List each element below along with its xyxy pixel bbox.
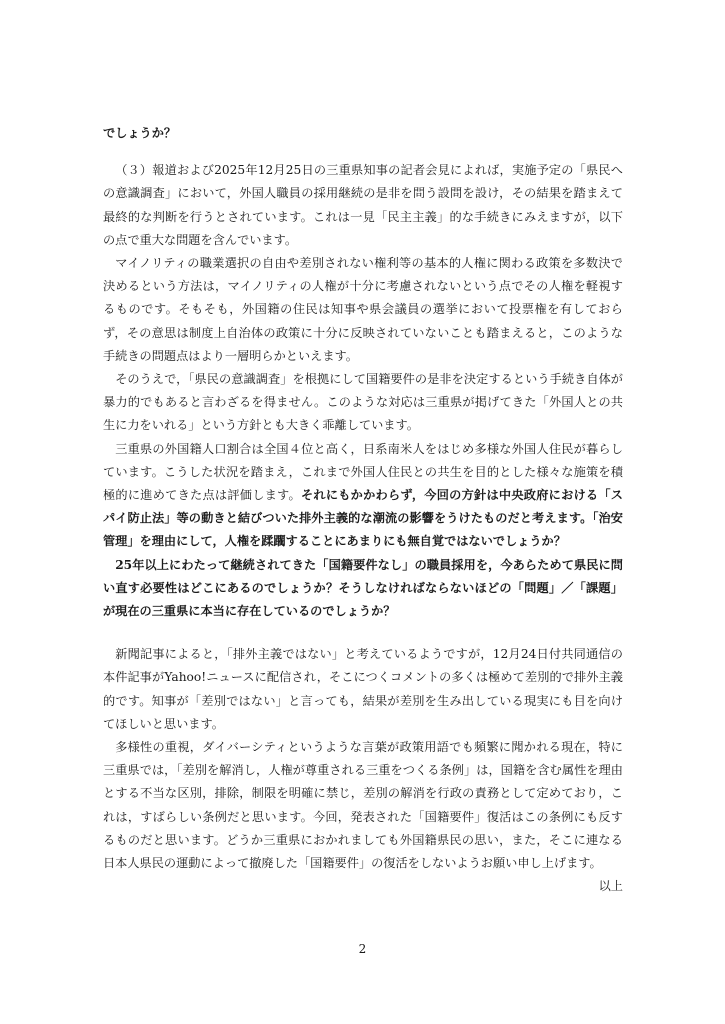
paragraph-news-article: 新聞記事によると，「排外主義ではない」と考えているようですが，12月24日付共同通信の本件記事がYahoo!ニュースに配信され，そこにつくコメントの多くは極めて差別的で排外主義的です。知事が「差別ではない」と言っても，結果が差別を生み出している現実にも目を向けてほしいと思います。 bbox=[103, 647, 623, 731]
paragraph-minority-rights: マイノリティの職業選択の自由や差別されない権利等の基本的人権に関わる政策を多数決で決めるという方法は，マイノリティの人権が十分に考慮されないという点でその人権を軽視するものです。そもそも，外国籍の住民は知事や県会議員の選挙において投票権を有しておらず，その意思は制度上自治体の政策に十分に反映されていないことも踏まえると，このような手続きの問題点はより一層明らかといえます。 bbox=[103, 256, 623, 363]
document-body bbox=[103, 122, 623, 899]
paragraph-section-3: （３）報道および2025年12月25日の三重県知事の記者会見によれば，実施予定の「県民への意識調査」において，外国人職員の採用継続の是非を問う設問を設け，その結果を踏まえて最終的な判断を行うとされています。これは一見「民主主義」的な手続きにみえますが，以下の点で重大な問題を含んでいます。 bbox=[103, 163, 623, 247]
opening-line: でしょうか？ bbox=[103, 126, 177, 140]
paragraph-foreign-population bbox=[103, 438, 623, 554]
foreign-population-bold-text: それにもかかわらず，今回の方針は中央政府における「スパイ防止法」等の動きと結びついた排外主義的な潮流の影響をうけたものだと考えます。「治安管理」を理由にして，人権を蹂躙することにあまりにも無自覚ではないでしょうか？ bbox=[103, 488, 623, 549]
page-number: 2 bbox=[358, 942, 367, 956]
paragraph-survey-procedure: そのうえで，「県民の意識調査」を根拠にして国籍要件の是非を決定するという手続き自体が暴力的でもあると言わざるを得ません。このような対応は三重県が掲げてきた「外国人との共生に力をいれる」という方針とも大きく乖離しています。 bbox=[103, 372, 623, 433]
paragraph-key-question: 25年以上にわたって継続されてきた「国籍要件なし」の職員採用を，今あらためて県民に問い直す必要性はどこにあるのでしょうか？そうしなければならないほどの「問題」／「課題」が現在の三重県に本当に存在しているのでしょうか？ bbox=[103, 557, 623, 619]
paragraph-diversity-ordinance: 多様性の重視，ダイバーシティというような言葉が政策用語でも頻繁に聞かれる現在，特に三重県では，「差別を解消し，人権が尊重される三重をつくる条例」は，国籍を含む属性を理由とする不当な区別，排除，制限を明確に禁じ，差別の解消を行政の責務として定めており，これは，すばらしい条例だと思います。今回，発表された「国籍要件」復活はこの条例にも反するものだと思います。どうか三重県におかれましても外国籍県民の思い，また，そこに連なる日本人県民の運動によって撤廃した「国籍要件」の復活をしないようお願い申し上げます。 bbox=[103, 740, 623, 871]
closing-mark: 以上 bbox=[598, 879, 623, 894]
foreign-population-text: 三重県の外国籍人口割合は全国４位と高く，日系南米人をはじめ多様な外国人住民が暮らしています。こうした状況を踏まえ，これまで外国人住民との共生を目的とした様々な施策を積極的に進めてきた点は評価します。 bbox=[103, 441, 623, 503]
